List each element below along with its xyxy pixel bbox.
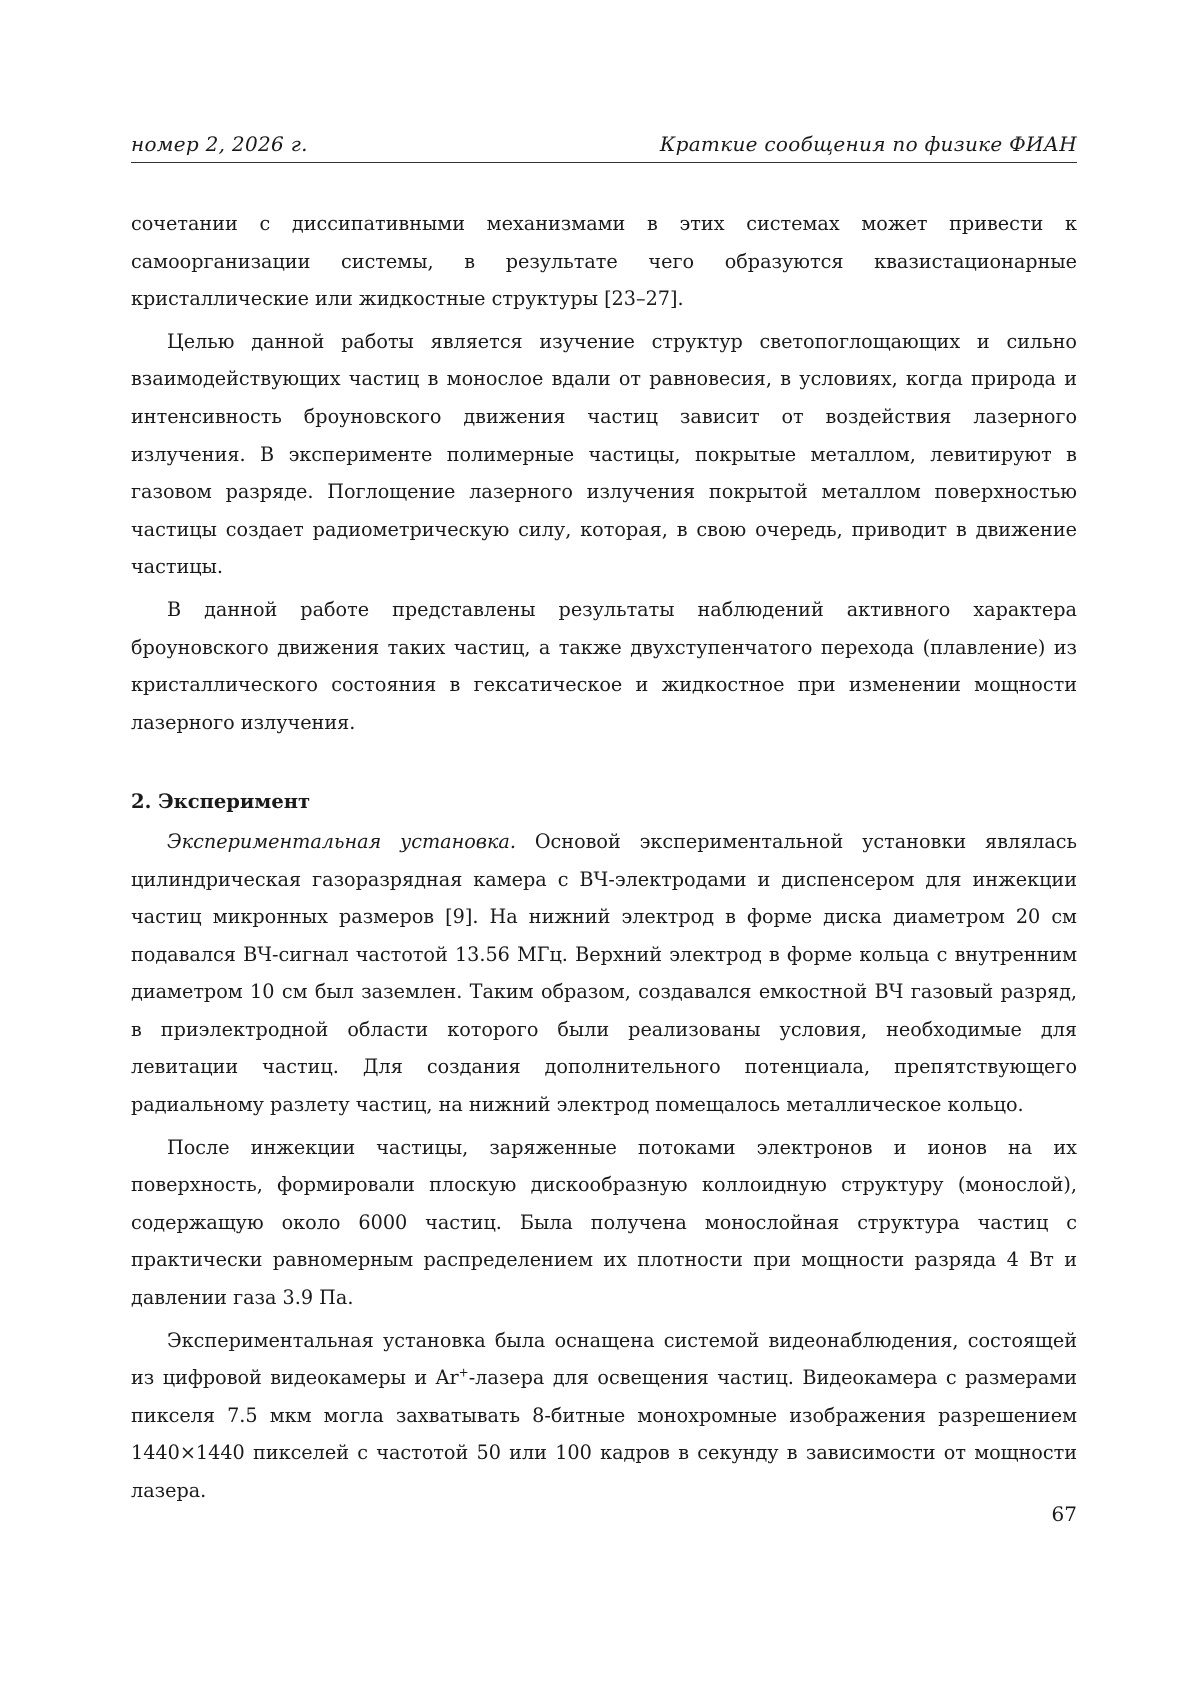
ion-charge-superscript: + [458,1365,469,1380]
paragraph-injection: После инжекции частицы, заряженные потоками электронов и ионов на их поверхность, формировали плоскую дискообразную коллоидную структуру (монослой), содержащую около 6000 частиц. Была получена монослойная структура частиц с практически равномерным распределением их плотности при мощности разряда 4 Вт и давлении газа 3.9 Па. [131,1135,1077,1310]
runin-title: Экспериментальная установка. [167,829,516,853]
section-heading: 2. Эксперимент [131,790,311,814]
paragraph-goal: Целью данной работы является изучение структур светопоглощающих и сильно взаимодействующих частиц в монослое вдали от равновесия, в условиях, когда природа и интенсивность броуновского движения частиц зависит от воздействия лазерного излучения. В эксперименте полимерные частицы, покрытые металлом, левитируют в газовом разряде. Поглощение лазерного излучения покрытой металлом поверхностью частицы создает радиометрическую силу, которая, в свою очередь, приводит в движение частицы. [131,329,1077,579]
paragraph-setup-text: Основой экспериментальной установки являлась цилиндрическая газоразрядная камера с ВЧ-электродами и диспенсером для инжекции частиц микронных размеров [9]. На нижний электрод в форме диска диаметром 20 см подавался ВЧ-сигнал частотой 13.56 МГц. Верхний электрод в форме кольца с внутренним диаметром 10 см был заземлен. Таким образом, создавался емкостной ВЧ газовый разряд, в приэлектродной области которого были реализованы условия, необходимые для левитации частиц. Для создания дополнительного потенциала, препятствующего радиальному разлету частиц, на нижний электрод помещалось металлическое кольцо. [131,829,1077,1117]
paragraph-continuation: сочетании с диссипативными механизмами в этих системах может привести к самоорганизации системы, в результате чего образуются квазистационарные кристаллические или жидкостные структуры [23–27]. [131,212,1077,311]
running-header [131,132,1077,163]
paragraph-setup [131,823,1077,1124]
page-number: 67 [1051,1502,1077,1526]
journal-issue: номер 2, 2026 г. [131,132,308,156]
paragraph-video-text-b: -лазера для освещения частиц. Видеокамера с размерами пикселя 7.5 мкм могла захватывать 8-битные монохромные изображения разрешением 1440×1440 пикселей с частотой 50 или 100 кадров в секунду в зависимости от мощности лазера. [131,1366,1077,1502]
paragraph-video-text-a: Экспериментальная установка была оснащена системой видеонаблюдения, состоящей из цифровой видеокамеры и Ar [131,1328,1077,1390]
article-body [131,205,1077,1515]
paragraph-results: В данной работе представлены результаты наблюдений активного характера броуновского движения таких частиц, а также двухступенчатого перехода (плавление) из кристаллического состояния в гексатическое и жидкостное при изменении мощности лазерного излучения. [131,597,1077,734]
paragraph-video [131,1322,1077,1510]
journal-title: Краткие сообщения по физике ФИАН [659,132,1077,156]
